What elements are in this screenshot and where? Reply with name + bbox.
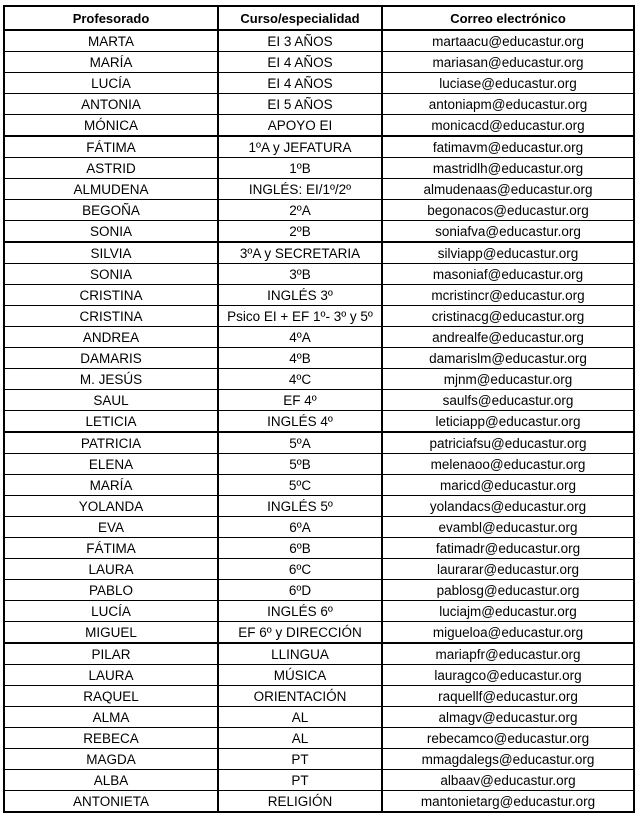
email-cell: mjnm@educastur.org xyxy=(382,369,634,390)
table-row xyxy=(4,665,634,686)
course-cell: INGLÉS 6º xyxy=(218,601,382,622)
teacher-name-cell: LUCÍA xyxy=(4,73,218,94)
teacher-name-cell: ALBA xyxy=(4,770,218,791)
email-cell: mantonietarg@educastur.org xyxy=(382,791,634,813)
table-row xyxy=(4,454,634,475)
teacher-name-cell: SONIA xyxy=(4,264,218,285)
email-cell: melenaoo@educastur.org xyxy=(382,454,634,475)
teacher-name-cell: MARTA xyxy=(4,30,218,52)
table-row xyxy=(4,306,634,327)
table-row xyxy=(4,390,634,411)
table-row xyxy=(4,622,634,644)
teacher-name-cell: CRISTINA xyxy=(4,285,218,306)
teacher-name-cell: CRISTINA xyxy=(4,306,218,327)
table-row xyxy=(4,200,634,221)
teacher-name-cell: BEGOÑA xyxy=(4,200,218,221)
course-cell: EI 5 AÑOS xyxy=(218,94,382,115)
email-cell: albaav@educastur.org xyxy=(382,770,634,791)
email-cell: almudenaas@educastur.org xyxy=(382,179,634,200)
course-cell: RELIGIÓN xyxy=(218,791,382,813)
table-row xyxy=(4,517,634,538)
table-row xyxy=(4,221,634,243)
table-row xyxy=(4,580,634,601)
course-cell: EI 4 AÑOS xyxy=(218,73,382,94)
teacher-name-cell: PATRICIA xyxy=(4,432,218,454)
teacher-name-cell: ANTONIA xyxy=(4,94,218,115)
table-row xyxy=(4,707,634,728)
course-cell: 3ºB xyxy=(218,264,382,285)
table-row xyxy=(4,348,634,369)
course-cell: ORIENTACIÓN xyxy=(218,686,382,707)
email-cell: migueloa@educastur.org xyxy=(382,622,634,644)
teacher-name-cell: FÁTIMA xyxy=(4,538,218,559)
teacher-name-cell: MAGDA xyxy=(4,749,218,770)
course-cell: INGLÉS 4º xyxy=(218,411,382,433)
teacher-name-cell: LETICIA xyxy=(4,411,218,433)
course-cell: 2ºA xyxy=(218,200,382,221)
course-cell: 4ºC xyxy=(218,369,382,390)
email-cell: fatimadr@educastur.org xyxy=(382,538,634,559)
table-row xyxy=(4,285,634,306)
course-cell: INGLÉS 3º xyxy=(218,285,382,306)
email-cell: fatimavm@educastur.org xyxy=(382,136,634,158)
teacher-name-cell: LAURA xyxy=(4,665,218,686)
email-cell: begonacos@educastur.org xyxy=(382,200,634,221)
teacher-name-cell: MÓNICA xyxy=(4,115,218,137)
email-cell: mastridlh@educastur.org xyxy=(382,158,634,179)
teacher-name-cell: ANDREA xyxy=(4,327,218,348)
course-cell: 4ºB xyxy=(218,348,382,369)
course-cell: 6ºA xyxy=(218,517,382,538)
email-cell: silviapp@educastur.org xyxy=(382,242,634,264)
teacher-name-cell: ALMUDENA xyxy=(4,179,218,200)
email-cell: maricd@educastur.org xyxy=(382,475,634,496)
table-row xyxy=(4,264,634,285)
teacher-name-cell: REBECA xyxy=(4,728,218,749)
email-cell: raquellf@educastur.org xyxy=(382,686,634,707)
course-cell: INGLÉS 5º xyxy=(218,496,382,517)
table-row xyxy=(4,115,634,137)
teacher-name-cell: SAUL xyxy=(4,390,218,411)
table-row xyxy=(4,179,634,200)
header-curso: Curso/especialidad xyxy=(218,6,382,30)
course-cell: AL xyxy=(218,728,382,749)
table-row xyxy=(4,30,634,52)
course-cell: PT xyxy=(218,770,382,791)
email-cell: lauragco@educastur.org xyxy=(382,665,634,686)
teacher-name-cell: LUCÍA xyxy=(4,601,218,622)
email-cell: evambl@educastur.org xyxy=(382,517,634,538)
teacher-name-cell: RAQUEL xyxy=(4,686,218,707)
course-cell: LLINGUA xyxy=(218,643,382,665)
teacher-name-cell: MIGUEL xyxy=(4,622,218,644)
table-row xyxy=(4,643,634,665)
table-row xyxy=(4,52,634,73)
email-cell: damarislm@educastur.org xyxy=(382,348,634,369)
email-cell: pablosg@educastur.org xyxy=(382,580,634,601)
email-cell: andrealfe@educastur.org xyxy=(382,327,634,348)
staff-table xyxy=(3,5,635,813)
table-row xyxy=(4,791,634,813)
table-row xyxy=(4,496,634,517)
course-cell: MÚSICA xyxy=(218,665,382,686)
table-body xyxy=(4,30,634,812)
teacher-name-cell: ANTONIETA xyxy=(4,791,218,813)
course-cell: 6ºB xyxy=(218,538,382,559)
table-row xyxy=(4,559,634,580)
teacher-name-cell: MARÍA xyxy=(4,52,218,73)
header-profesorado: Profesorado xyxy=(4,6,218,30)
teacher-name-cell: FÁTIMA xyxy=(4,136,218,158)
course-cell: APOYO EI xyxy=(218,115,382,137)
course-cell: 1ºB xyxy=(218,158,382,179)
course-cell: INGLÉS: EI/1º/2º xyxy=(218,179,382,200)
teacher-name-cell: LAURA xyxy=(4,559,218,580)
table-row xyxy=(4,538,634,559)
table-row xyxy=(4,369,634,390)
teacher-name-cell: PABLO xyxy=(4,580,218,601)
table-row xyxy=(4,749,634,770)
course-cell: 2ºB xyxy=(218,221,382,243)
teacher-name-cell: M. JESÚS xyxy=(4,369,218,390)
course-cell: EI 4 AÑOS xyxy=(218,52,382,73)
course-cell: PT xyxy=(218,749,382,770)
email-cell: mariasan@educastur.org xyxy=(382,52,634,73)
email-cell: saulfs@educastur.org xyxy=(382,390,634,411)
course-cell: 6ºD xyxy=(218,580,382,601)
email-cell: mcristincr@educastur.org xyxy=(382,285,634,306)
table-row xyxy=(4,770,634,791)
course-cell: 1ºA y JEFATURA xyxy=(218,136,382,158)
table-row xyxy=(4,136,634,158)
course-cell: Psico EI + EF 1º- 3º y 5º xyxy=(218,306,382,327)
header-correo: Correo electrónico xyxy=(382,6,634,30)
teacher-name-cell: SONIA xyxy=(4,221,218,243)
teacher-name-cell: MARÍA xyxy=(4,475,218,496)
teacher-name-cell: ALMA xyxy=(4,707,218,728)
email-cell: patriciafsu@educastur.org xyxy=(382,432,634,454)
email-cell: cristinacg@educastur.org xyxy=(382,306,634,327)
email-cell: soniafva@educastur.org xyxy=(382,221,634,243)
teacher-name-cell: YOLANDA xyxy=(4,496,218,517)
email-cell: almagv@educastur.org xyxy=(382,707,634,728)
staff-table-container xyxy=(3,5,633,813)
course-cell: 6ºC xyxy=(218,559,382,580)
table-row xyxy=(4,242,634,264)
course-cell: 5ºB xyxy=(218,454,382,475)
course-cell: AL xyxy=(218,707,382,728)
teacher-name-cell: DAMARIS xyxy=(4,348,218,369)
email-cell: masoniaf@educastur.org xyxy=(382,264,634,285)
course-cell: 5ºA xyxy=(218,432,382,454)
table-row xyxy=(4,158,634,179)
email-cell: yolandacs@educastur.org xyxy=(382,496,634,517)
email-cell: antoniapm@educastur.org xyxy=(382,94,634,115)
table-row xyxy=(4,411,634,433)
table-row xyxy=(4,686,634,707)
table-row xyxy=(4,94,634,115)
header-row xyxy=(4,6,634,30)
table-row xyxy=(4,73,634,94)
teacher-name-cell: ASTRID xyxy=(4,158,218,179)
course-cell: EF 6º y DIRECCIÓN xyxy=(218,622,382,644)
email-cell: laurarar@educastur.org xyxy=(382,559,634,580)
email-cell: rebecamco@educastur.org xyxy=(382,728,634,749)
email-cell: monicacd@educastur.org xyxy=(382,115,634,137)
email-cell: mariapfr@educastur.org xyxy=(382,643,634,665)
table-row xyxy=(4,601,634,622)
course-cell: EI 3 AÑOS xyxy=(218,30,382,52)
course-cell: 3ºA y SECRETARIA xyxy=(218,242,382,264)
table-row xyxy=(4,327,634,348)
course-cell: EF 4º xyxy=(218,390,382,411)
table-row xyxy=(4,728,634,749)
email-cell: martaacu@educastur.org xyxy=(382,30,634,52)
teacher-name-cell: EVA xyxy=(4,517,218,538)
teacher-name-cell: ELENA xyxy=(4,454,218,475)
table-header xyxy=(4,6,634,30)
email-cell: luciase@educastur.org xyxy=(382,73,634,94)
email-cell: mmagdalegs@educastur.org xyxy=(382,749,634,770)
email-cell: leticiapp@educastur.org xyxy=(382,411,634,433)
teacher-name-cell: SILVIA xyxy=(4,242,218,264)
teacher-name-cell: PILAR xyxy=(4,643,218,665)
table-row xyxy=(4,432,634,454)
course-cell: 5ºC xyxy=(218,475,382,496)
table-row xyxy=(4,475,634,496)
email-cell: luciajm@educastur.org xyxy=(382,601,634,622)
course-cell: 4ºA xyxy=(218,327,382,348)
